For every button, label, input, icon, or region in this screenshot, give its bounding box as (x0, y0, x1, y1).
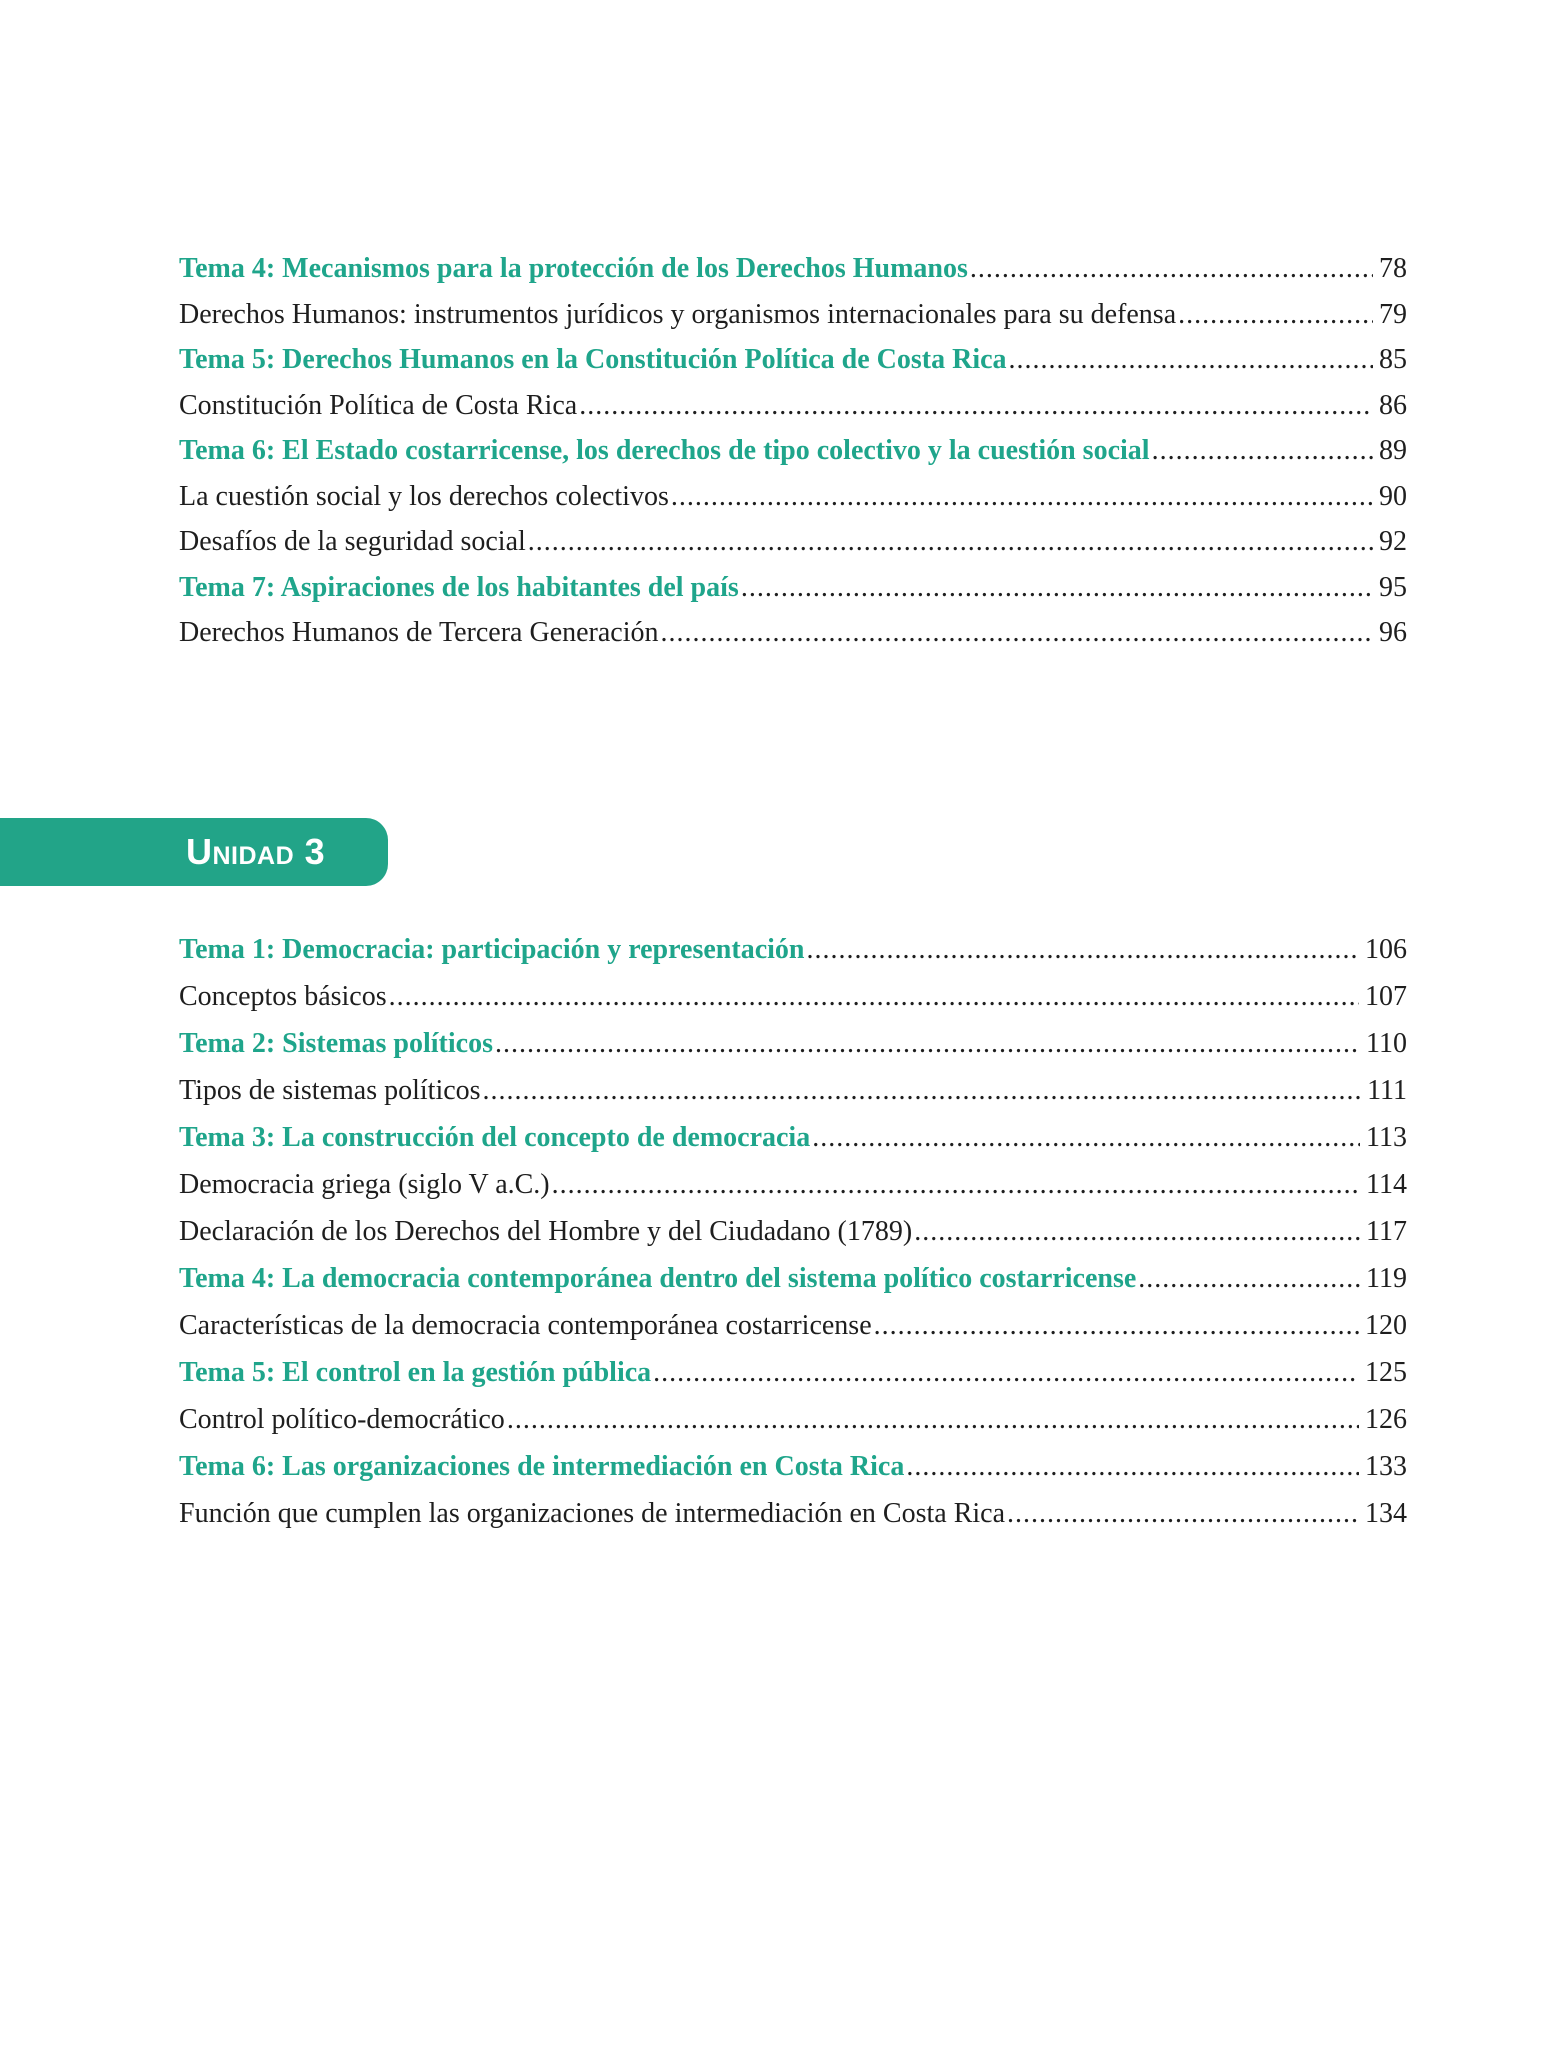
toc-subentry (179, 1161, 1407, 1208)
dot-leader (389, 973, 1359, 1020)
toc-entry-title: Democracia griega (siglo V a.C.) (179, 1169, 550, 1200)
toc-tema-entry (179, 1349, 1407, 1396)
toc-page-number: 78 (1379, 253, 1407, 284)
toc-subentry (179, 1396, 1407, 1443)
toc-tema-entry (179, 1020, 1407, 1067)
toc-page-number: 111 (1367, 1075, 1407, 1106)
toc-entry-title: Tema 4: Mecanismos para la protección de los Derechos Humanos (179, 253, 968, 284)
toc-subentry (179, 1208, 1407, 1255)
toc-page-number: 90 (1379, 480, 1407, 512)
toc-entry-title: Tema 4: La democracia contemporánea dentro del sistema político costarricense (179, 1263, 1137, 1294)
toc-page-number: 133 (1365, 1451, 1407, 1482)
toc-page-number: 134 (1365, 1498, 1407, 1529)
toc-page-number: 106 (1365, 934, 1407, 965)
toc-page-number: 119 (1366, 1263, 1407, 1294)
toc-subentry (179, 1302, 1407, 1349)
dot-leader (914, 1208, 1360, 1255)
toc-subentry (179, 292, 1407, 338)
toc-entry-title: Tema 6: El Estado costarricense, los derechos de tipo colectivo y la cuestión social (179, 435, 1150, 466)
toc-entry-title: Tema 6: Las organizaciones de intermediación en Costa Rica (179, 1451, 905, 1482)
dot-leader (906, 1443, 1359, 1490)
toc-entry-title: Tema 5: El control en la gestión pública (179, 1357, 652, 1388)
toc-tema-entry (179, 1443, 1407, 1490)
dot-leader (1007, 1490, 1359, 1537)
toc-subentry (179, 383, 1407, 429)
toc-entry-title: La cuestión social y los derechos colectivos (179, 480, 669, 512)
toc-entry-title: Tema 7: Aspiraciones de los habitantes del país (179, 571, 739, 603)
dot-leader (653, 1349, 1359, 1396)
toc-entry-title: Desafíos de la seguridad social (179, 526, 526, 557)
dot-leader (671, 474, 1373, 520)
dot-leader (552, 1161, 1360, 1208)
toc-entry-title: Tema 2: Sistemas políticos (179, 1028, 493, 1059)
toc-page-number: 79 (1379, 298, 1407, 330)
toc-entry-title: Declaración de los Derechos del Hombre y del Ciudadano (1789) (179, 1216, 913, 1247)
toc-tema-entry (179, 337, 1407, 383)
toc-entry-title: Tema 3: La construcción del concepto de democracia (179, 1122, 811, 1153)
toc-entry-title: Conceptos básicos (179, 981, 387, 1012)
dot-leader (507, 1396, 1359, 1443)
dot-leader (806, 926, 1359, 973)
toc-tema-entry (179, 565, 1407, 611)
toc-page-number: 95 (1379, 571, 1407, 603)
toc-page-number: 107 (1365, 981, 1407, 1012)
toc-subentry (179, 973, 1407, 1020)
toc-subentry (179, 474, 1407, 520)
toc-page-number: 117 (1366, 1216, 1407, 1247)
unit-3-header (0, 818, 388, 886)
toc-page-number: 85 (1379, 344, 1407, 375)
toc-section-2 (179, 926, 1407, 1537)
dot-leader (495, 1020, 1360, 1067)
dot-leader (970, 246, 1373, 292)
toc-section-1 (179, 246, 1407, 656)
toc-tema-entry (179, 1255, 1407, 1302)
dot-leader (741, 565, 1373, 611)
dot-leader (1178, 292, 1373, 338)
unit-3-label: Unidad 3 (186, 831, 326, 872)
toc-tema-entry (179, 1114, 1407, 1161)
toc-page-number: 92 (1379, 526, 1407, 557)
dot-leader (1009, 337, 1373, 383)
toc-page-number: 110 (1366, 1028, 1407, 1059)
toc-entry-title: Tema 5: Derechos Humanos en la Constitución Política de Costa Rica (179, 344, 1007, 375)
toc-page-number: 86 (1379, 389, 1407, 421)
toc-entry-title: Función que cumplen las organizaciones de intermediación en Costa Rica (179, 1498, 1006, 1529)
toc-entry-title: Características de la democracia contemporánea costarricense (179, 1310, 872, 1341)
toc-tema-entry (179, 926, 1407, 973)
dot-leader (1138, 1255, 1360, 1302)
dot-leader (528, 519, 1373, 565)
toc-page-number: 114 (1366, 1169, 1407, 1200)
toc-subentry (179, 519, 1407, 565)
dot-leader (874, 1302, 1359, 1349)
dot-leader (579, 383, 1373, 429)
toc-entry-title: Tema 1: Democracia: participación y representación (179, 934, 805, 965)
dot-leader (812, 1114, 1360, 1161)
dot-leader (661, 610, 1373, 656)
toc-entry-title: Derechos Humanos: instrumentos jurídicos y organismos internacionales para su defensa (179, 298, 1177, 330)
toc-subentry (179, 1067, 1407, 1114)
toc-page-number: 89 (1379, 435, 1407, 466)
toc-page-number: 125 (1365, 1357, 1407, 1388)
toc-page-number: 96 (1379, 617, 1407, 648)
toc-subentry (179, 610, 1407, 656)
toc-tema-entry (179, 246, 1407, 292)
dot-leader (483, 1067, 1362, 1114)
toc-page-number: 126 (1365, 1404, 1407, 1435)
toc-subentry (179, 1490, 1407, 1537)
toc-page-number: 113 (1366, 1122, 1407, 1153)
toc-entry-title: Constitución Política de Costa Rica (179, 389, 578, 421)
toc-entry-title: Derechos Humanos de Tercera Generación (179, 617, 659, 648)
toc-tema-entry (179, 428, 1407, 474)
toc-entry-title: Control político-democrático (179, 1404, 505, 1435)
dot-leader (1152, 428, 1373, 474)
toc-entry-title: Tipos de sistemas políticos (179, 1075, 481, 1106)
toc-page-number: 120 (1365, 1310, 1407, 1341)
